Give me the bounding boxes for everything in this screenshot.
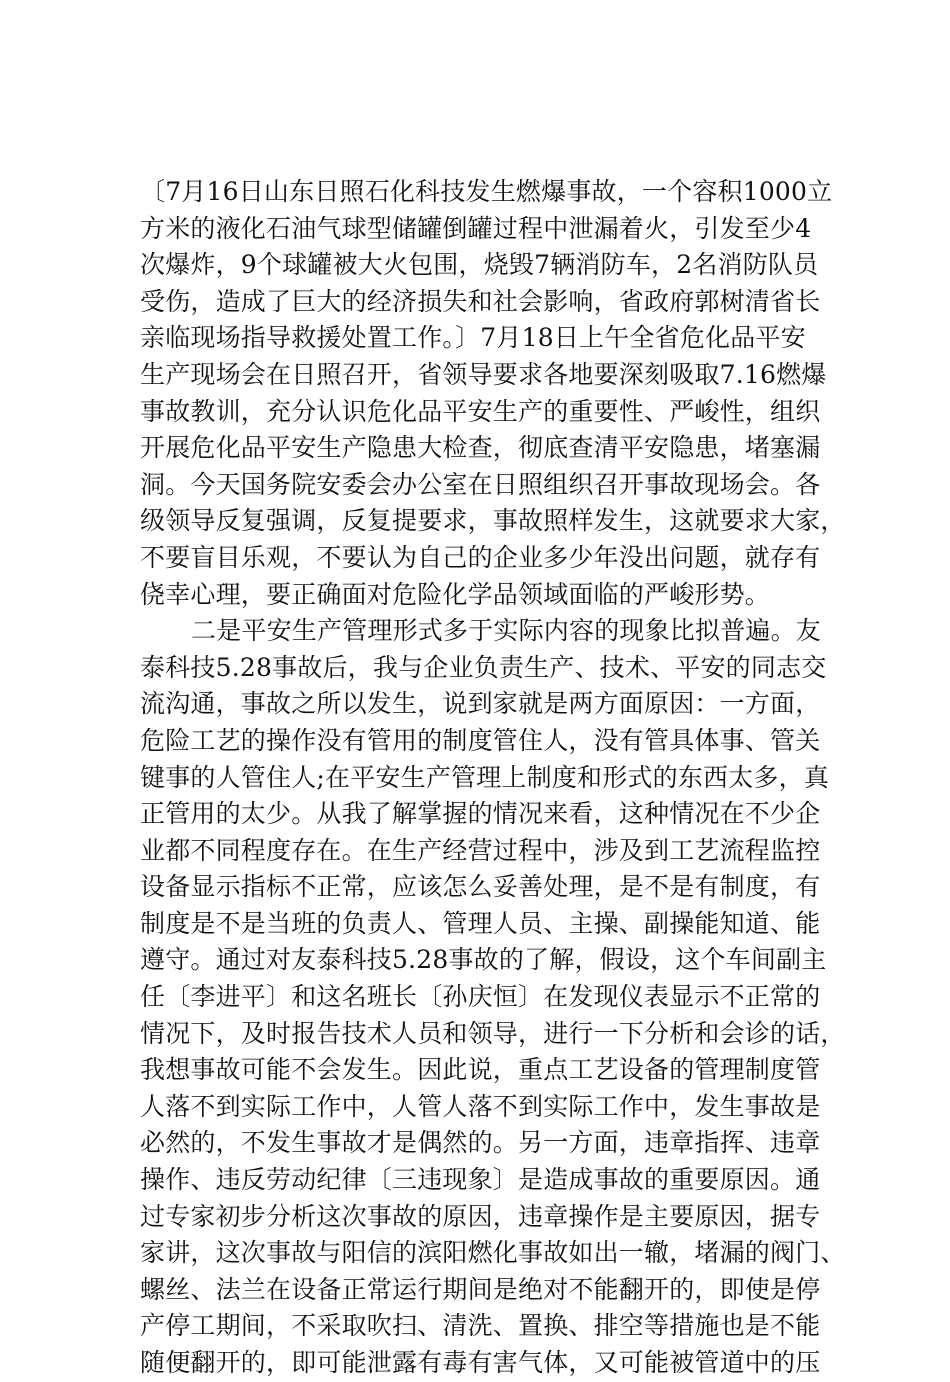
text-line: 制度是不是当班的负责人、管理人员、主操、副操能知道、能 [140, 908, 821, 938]
text-line: 方米的液化石油气球型储罐倒罐过程中泄漏着火，引发至少4 [140, 213, 812, 243]
text-line: 操作、违反劳动纪律〔三违现象〕是造成事故的重要原因。通 [140, 1165, 821, 1195]
text-line: 业都不同程度存在。在生产经营过程中，涉及到工艺流程监控 [140, 835, 821, 865]
text-line: 过专家初步分析这次事故的原因，违章操作是主要原因，据专 [140, 1201, 821, 1231]
text-line: 洞。今天国务院安委会办公室在日照组织召开事故现场会。各 [140, 469, 821, 499]
text-line: 随便翻开的，即可能泄露有毒有害气体，又可能被管道中的压 [140, 1348, 821, 1377]
text-line: 不要盲目乐观，不要认为自己的企业多少年没出问题，就存有 [140, 542, 821, 572]
text-line: 情况下，及时报告技术人员和领导，进行一下分析和会诊的话， [140, 1018, 846, 1048]
text-line: 危险工艺的操作没有管用的制度管住人，没有管具体事、管关 [140, 725, 821, 755]
text-line: 家讲，这次事故与阳信的滨阳燃化事故如出一辙，堵漏的阀门、 [140, 1238, 846, 1268]
paragraph-1 [140, 174, 846, 613]
text-line: 键事的人管住人;在平安生产管理上制度和形式的东西太多，真 [140, 762, 830, 792]
text-line: 亲临现场指导救援处置工作。〕7月18日上午全省危化品平安 [140, 323, 806, 353]
text-line: 我想事故可能不会发生。因此说，重点工艺设备的管理制度管 [140, 1055, 821, 1085]
text-line: 流沟通，事故之所以发生，说到家就是两方面原因：一方面， [140, 689, 821, 719]
text-line: 侥幸心理，要正确面对危险化学品领域面临的严峻形势。 [140, 579, 771, 609]
text-line: 任〔李进平〕和这名班长〔孙庆恒〕在发现仪表显示不正常的 [140, 982, 821, 1012]
text-line: 受伤，造成了巨大的经济损失和社会影响，省政府郭树清省长 [140, 286, 821, 316]
text-line: 遵守。通过对友泰科技5.28事故的了解，假设，这个车间副主 [140, 945, 827, 975]
paragraph-2 [140, 613, 846, 1381]
text-line: 螺丝、法兰在设备正常运行期间是绝对不能翻开的，即使是停 [140, 1274, 821, 1304]
text-line: 设备显示指标不正常，应该怎么妥善处理，是不是有制度，有 [140, 872, 821, 902]
text-line: 〔7月16日山东日照石化科技发生燃爆事故，一个容积1000立 [140, 177, 833, 206]
text-line: 生产现场会在日照召开，省领导要求各地要深刻吸取7.16燃爆 [140, 359, 827, 389]
body-text [140, 174, 846, 1382]
text-line: 泰科技5.28事故后，我与企业负责生产、技术、平安的同志交 [140, 652, 827, 682]
text-line: 事故教训，充分认识危化品平安生产的重要性、严峻性，组织 [140, 396, 821, 426]
text-line: 正管用的太少。从我了解掌握的情况来看，这种情况在不少企 [140, 799, 821, 829]
text-line: 产停工期间，不采取吹扫、清洗、置换、排空等措施也是不能 [140, 1311, 821, 1341]
text-line: 人落不到实际工作中，人管人落不到实际工作中，发生事故是 [140, 1091, 821, 1121]
text-line: 必然的，不发生事故才是偶然的。另一方面，违章指挥、违章 [140, 1128, 821, 1158]
text-line: 二是平安生产管理形式多于实际内容的现象比拟普遍。友 [191, 616, 822, 646]
text-line: 级领导反复强调，反复提要求，事故照样发生，这就要求大家， [140, 506, 846, 536]
text-line: 开展危化品平安生产隐患大检查，彻底查清平安隐患，堵塞漏 [140, 433, 821, 463]
text-line: 次爆炸，9个球罐被大火包围，烧毁7辆消防车，2名消防队员 [140, 250, 819, 280]
